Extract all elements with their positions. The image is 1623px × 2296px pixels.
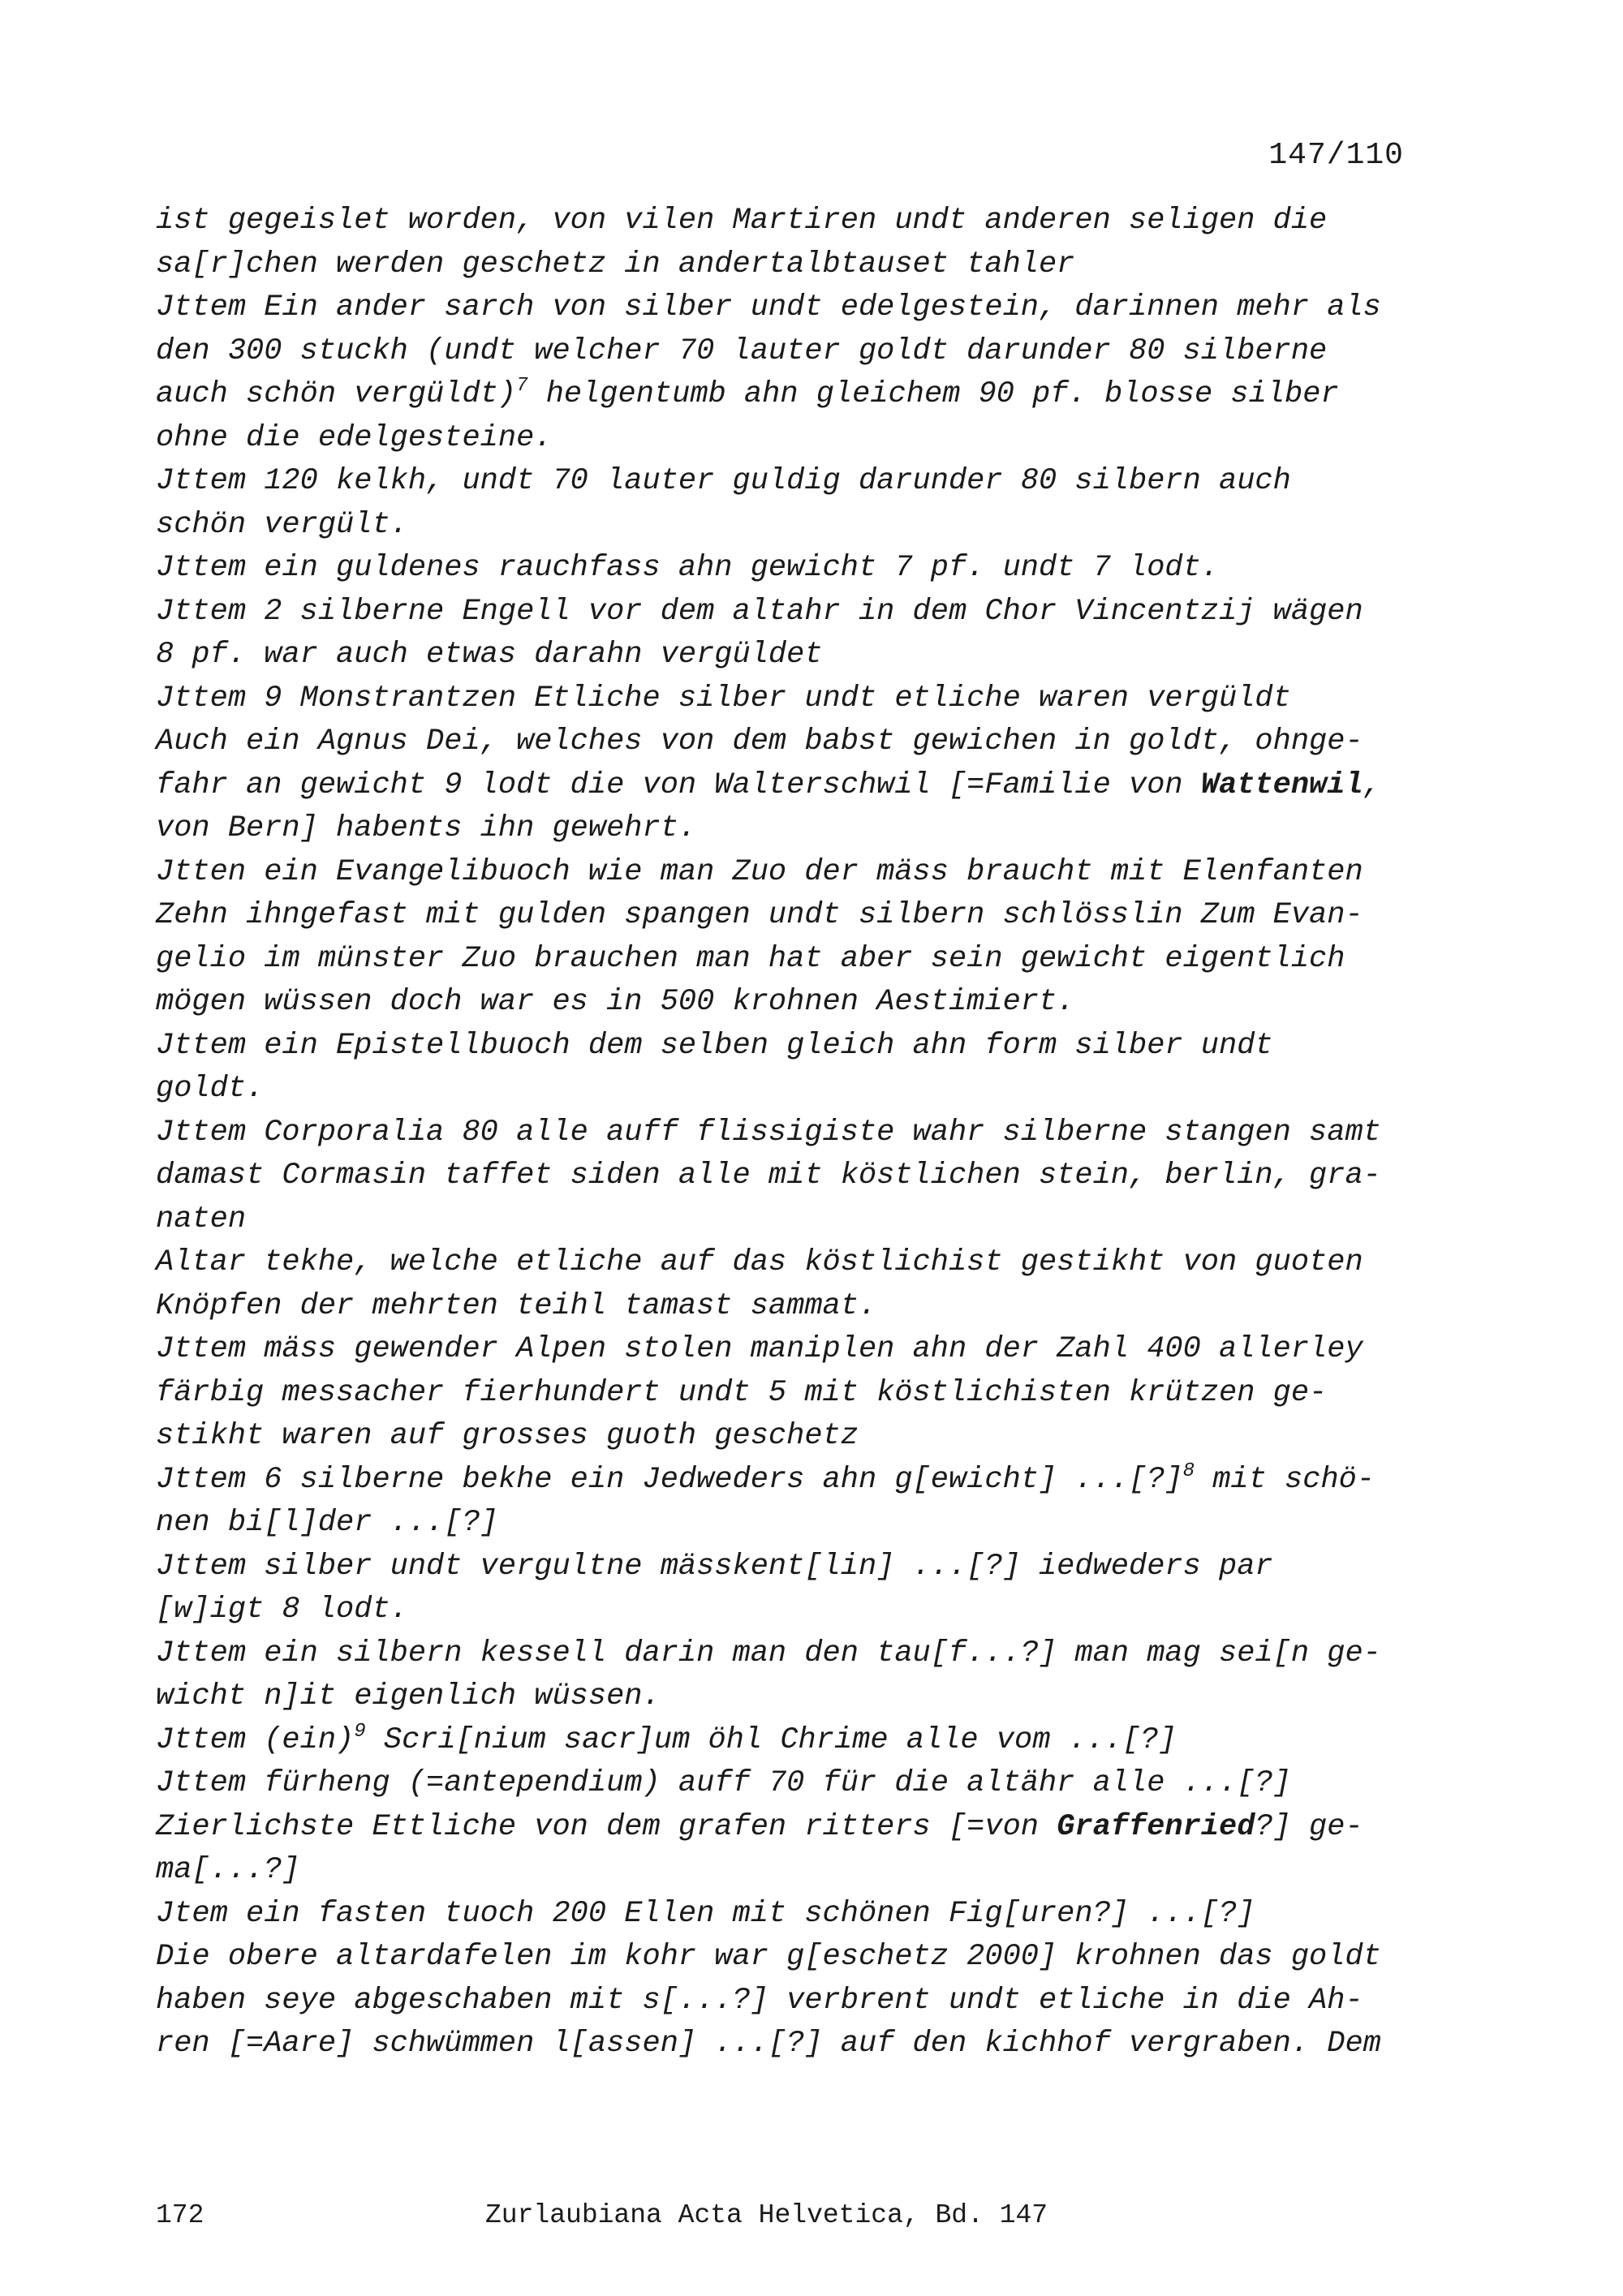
text-segment: Jttem 9 Monstrantzen Etliche silber undt etliche waren vergüldt <box>156 681 1291 716</box>
family-name: Wattenwil <box>1200 767 1363 802</box>
text-segment: Jttem Ein ander sarch von silber undt edelgestein, darinnen mehr als <box>156 290 1381 325</box>
text-segment: Jttem 120 kelkh, undt 70 lauter guldig darunder 80 silbern auch <box>156 464 1291 498</box>
text-line <box>156 1372 1422 1416</box>
text-line <box>156 894 1422 938</box>
text-line <box>156 1111 1422 1155</box>
text-line <box>156 1502 1422 1546</box>
text-segment: ma[...?] <box>156 1853 300 1887</box>
text-line <box>156 330 1422 374</box>
text-line <box>156 547 1422 591</box>
text-segment: schön vergült. <box>156 507 408 542</box>
text-line <box>156 938 1422 982</box>
text-line <box>156 634 1422 677</box>
text-segment: Knöpfen der mehrten teihl tamast sammat. <box>156 1288 877 1323</box>
text-line <box>156 677 1422 721</box>
text-segment: nen bi[l]der ...[?] <box>156 1506 498 1540</box>
text-line <box>156 504 1422 548</box>
text-segment: ohne die edelgesteine. <box>156 420 553 455</box>
text-segment: Jttem 6 silberne bekhe ein Jedweders ahn g[ewicht] ...[?] <box>156 1462 1183 1497</box>
text-segment: fahr an gewicht 9 lodt die von Walterschwil [=Familie von <box>156 767 1201 802</box>
text-segment: [w]igt 8 lodt. <box>156 1593 408 1627</box>
text-segment: mit schö- <box>1195 1462 1375 1497</box>
text-segment: Die obere altardafelen im kohr war g[eschetz 2000] krohnen das goldt <box>156 1940 1381 1974</box>
text-segment: Zehn ihngefast mit gulden spangen undt silbern schlösslin Zum Evan- <box>156 898 1363 932</box>
text-line <box>156 1241 1422 1285</box>
text-segment: damast Cormasin taffet siden alle mit köstlichen stein, berlin, gra- <box>156 1159 1381 1193</box>
text-segment: färbig messacher fierhundert undt 5 mit köstlichisten krützen ge- <box>156 1375 1328 1410</box>
text-segment: Auch ein Agnus Dei, welches von dem babst gewichen in goldt, ohnge- <box>156 724 1363 759</box>
text-line <box>156 1459 1422 1503</box>
text-line <box>156 2023 1422 2066</box>
journal-title: Zurlaubiana Acta Helvetica, Bd. 147 <box>485 2200 1048 2230</box>
text-line <box>156 286 1422 330</box>
family-name: Graffenried <box>1057 1809 1255 1844</box>
text-segment: Jttem ein guldenes rauchfass ahn gewicht 7 pf. undt 7 lodt. <box>156 551 1220 585</box>
text-line <box>156 1719 1422 1763</box>
text-line <box>156 1154 1422 1198</box>
text-segment: sa[r]chen werden geschetz in andertalbtauset tahler <box>156 247 1075 282</box>
text-line <box>156 1980 1422 2023</box>
text-line <box>156 243 1422 287</box>
text-segment: goldt. <box>156 1072 265 1106</box>
text-line <box>156 1632 1422 1676</box>
text-segment: Jtten ein Evangelibuoch wie man Zuo der mäss braucht mit Elenfanten <box>156 854 1363 889</box>
text-line <box>156 1806 1422 1850</box>
text-segment: Scri[nium sacr]um öhl Chrime alle vom ...[?] <box>365 1722 1177 1757</box>
text-segment: 8 pf. war auch etwas darahn vergüldet <box>156 638 823 672</box>
text-line <box>156 851 1422 895</box>
text-line <box>156 1936 1422 1980</box>
text-segment: haben seye abgeschaben mit s[...?] verbrent undt etliche in die Ah- <box>156 1983 1363 2018</box>
text-segment: Jttem ein silbern kessell darin man den tau[f...?] man mag sei[n ge- <box>156 1636 1381 1670</box>
text-segment: helgentumb ahn gleichem 90 pf. blosse silber <box>527 377 1339 411</box>
text-line <box>156 1762 1422 1806</box>
text-line <box>156 1285 1422 1329</box>
text-line <box>156 373 1422 417</box>
text-line <box>156 720 1422 764</box>
text-line <box>156 1415 1422 1459</box>
text-segment: den 300 stuckh (undt welcher 70 lauter goldt darunder 80 silberne <box>156 333 1328 368</box>
text-segment: Jttem (ein) <box>156 1722 355 1757</box>
footnote-marker: 9 <box>354 1720 366 1743</box>
transcription-body <box>156 200 1422 2066</box>
text-segment: Jttem 2 silberne Engell vor dem altahr in dem Chor Vincentzij wägen <box>156 594 1363 629</box>
text-segment: von Bern] habents ihn gewehrt. <box>156 811 697 845</box>
text-line <box>156 1068 1422 1111</box>
text-line <box>156 1198 1422 1242</box>
text-segment: ren [=Aare] schwümmen l[assen] ...[?] auf den kichhof vergraben. Dem <box>156 2027 1381 2061</box>
text-line <box>156 807 1422 851</box>
text-line <box>156 764 1422 808</box>
text-segment: ?] ge- <box>1255 1809 1363 1844</box>
text-segment: ist gegeislet worden, von vilen Martiren undt anderen seligen die <box>156 204 1328 238</box>
page-number: 172 <box>156 2200 204 2230</box>
text-segment: stikht waren auf grosses guoth geschetz <box>156 1419 859 1453</box>
text-segment: mögen wüssen doch war es in 500 krohnen Aestimiert. <box>156 985 1075 1019</box>
text-line <box>156 1893 1422 1937</box>
text-segment: Jtem ein fasten tuoch 200 Ellen mit schönen Fig[uren?] ...[?] <box>156 1896 1255 1931</box>
text-line <box>156 1025 1422 1068</box>
text-line <box>156 1849 1422 1893</box>
text-segment: , <box>1363 767 1381 802</box>
text-line <box>156 200 1422 243</box>
text-line <box>156 1328 1422 1372</box>
footnote-marker: 8 <box>1182 1460 1195 1482</box>
text-line <box>156 981 1422 1025</box>
text-segment: Jttem mäss gewender Alpen stolen maniplen ahn der Zahl 400 allerley <box>156 1332 1363 1366</box>
text-segment: Jttem ein Epistellbuoch dem selben gleich ahn form silber undt <box>156 1028 1273 1063</box>
text-line <box>156 591 1422 634</box>
footnote-marker: 7 <box>516 375 528 397</box>
text-segment: wicht n]it eigenlich wüssen. <box>156 1679 661 1713</box>
text-segment: gelio im münster Zuo brauchen man hat aber sein gewicht eigentlich <box>156 941 1345 976</box>
text-segment: Jttem Corporalia 80 alle auff flissigiste wahr silberne stangen samt <box>156 1115 1381 1150</box>
text-line <box>156 1675 1422 1719</box>
text-segment: Jttem silber undt vergultne mässkent[lin] ...[?] iedweders par <box>156 1549 1273 1584</box>
text-line <box>156 1546 1422 1589</box>
text-line <box>156 417 1422 461</box>
text-line <box>156 1589 1422 1632</box>
text-segment: auch schön vergüldt) <box>156 377 517 411</box>
text-line <box>156 460 1422 504</box>
text-segment: Altar tekhe, welche etliche auf das köstlichist gestikht von guoten <box>156 1245 1363 1279</box>
text-segment: Jttem fürheng (=antependium) auff 70 für die altähr alle ...[?] <box>156 1766 1291 1800</box>
text-segment: naten <box>156 1202 247 1236</box>
page-reference: 147/110 <box>1268 138 1404 173</box>
text-segment: Zierlichste Ettliche von dem grafen ritters [=von <box>156 1809 1057 1844</box>
